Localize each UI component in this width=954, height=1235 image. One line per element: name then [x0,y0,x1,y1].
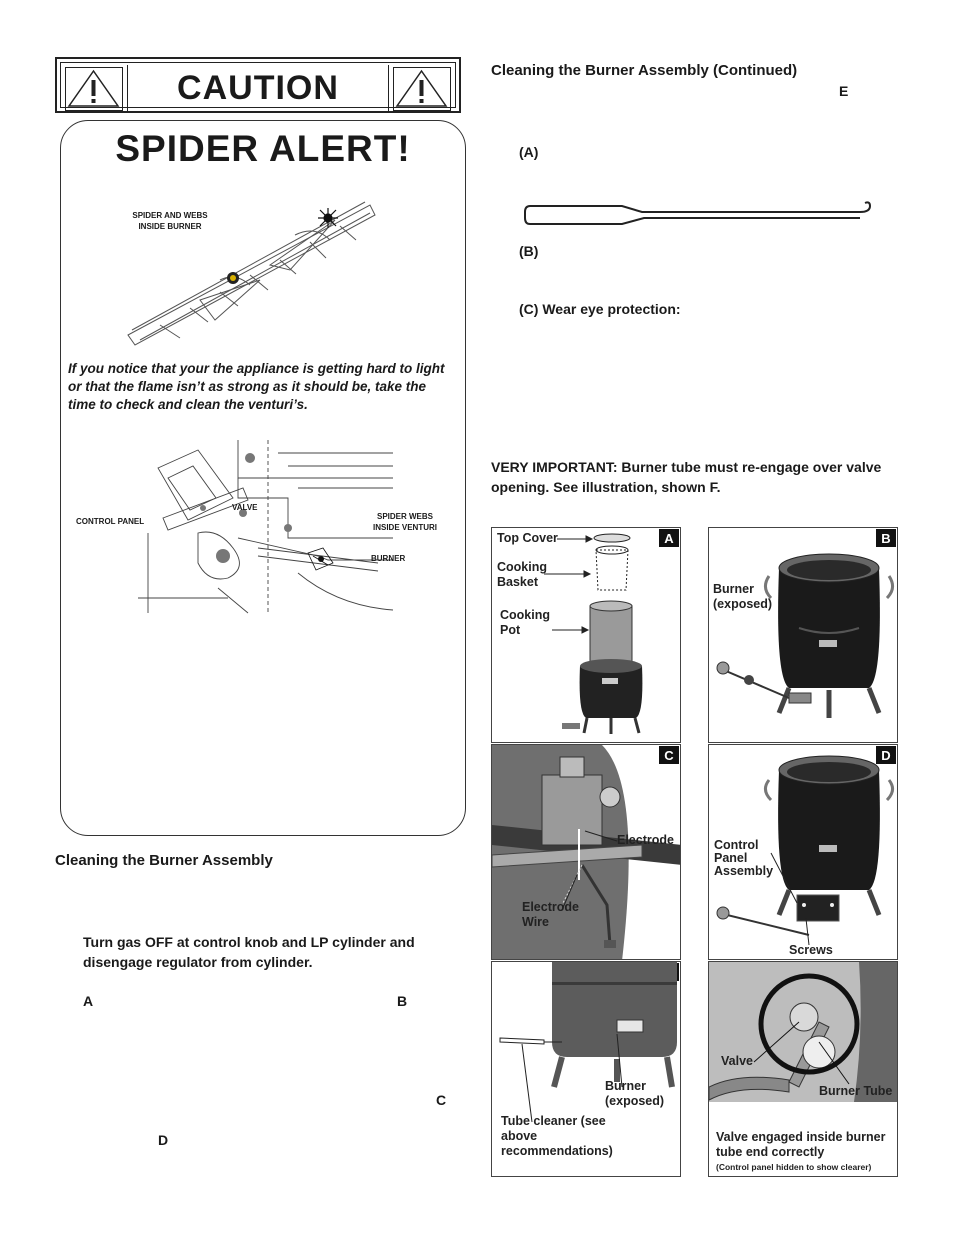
very-important-note [491,457,901,497]
burner-tube-label: Burner Tube [819,1084,893,1098]
electrode-label: Electrode [617,833,674,847]
valve-label: VALVE [232,503,258,512]
control-panel-label: CONTROL PANEL [76,517,145,526]
marker-a: A [83,993,94,1009]
spider-webs-label: SPIDER WEBS INSIDE VENTURI [372,512,437,532]
tube-cleaner-label: Tube cleaner (see above recommendations) [501,1114,613,1158]
burner-spider-label: SPIDER AND WEBS INSIDE BURNER [132,211,208,231]
figure-c [491,744,681,960]
continued-heading: Cleaning the Burner Assembly (Continued) [491,62,798,79]
marker-c: C [436,1092,447,1108]
burner-spider-illustration [120,180,380,350]
venturi-diagram [138,438,398,618]
cooking-basket-label: Cooking Basket [497,560,547,589]
marker-b: B [397,993,408,1009]
control-panel-assembly-label: Control Panel Assembly [714,838,774,878]
warning-triangle-icon [65,67,123,111]
valve-caption: Valve engaged inside burner tube end correctly [716,1130,886,1159]
warning-triangle-icon [393,67,451,111]
figure-b-letter: B [876,529,896,547]
figure-d [708,744,898,960]
caution-banner [55,57,461,113]
figure-a-letter: A [659,529,679,547]
electrode-wire-label: Electrode Wire [522,900,579,929]
burner-exposed-label: Burner (exposed) [713,582,773,611]
figure-e [491,961,681,1177]
gas-off-instruction: Turn gas OFF at control knob and LP cylinder and disengage regulator from cylinder. [83,934,415,970]
item-b-label: (B) [519,243,539,259]
cooking-pot-label: Cooking Pot [500,608,550,637]
figure-a [491,527,681,743]
figure-f [708,961,898,1177]
item-a-label: (A) [519,144,539,160]
spider-alert-title: SPIDER ALERT! [115,128,411,169]
figure-b [708,527,898,743]
figure-c-letter: C [659,746,679,764]
valve-label: Valve [721,1054,753,1068]
item-c-label: (C) Wear eye protection: [519,301,681,317]
marker-e: E [839,83,849,99]
top-cover-label: Top Cover [497,531,558,545]
burner-exposed-label: Burner (exposed) [605,1079,665,1108]
tube-cleaner-tool-illustration [522,198,882,234]
caution-title: CAUTION [127,65,389,111]
section-heading: Cleaning the Burner Assembly [55,852,273,869]
marker-d: D [158,1132,169,1148]
spider-note: If you notice that your the appliance is getting hard to light or that the flame isn’t as strong as it should be, take the time to check and clean the venturi’s. [68,361,445,412]
valve-subcaption: (Control panel hidden to show clearer) [716,1162,872,1172]
important-text: VERY IMPORTANT: Burner tube must re-engage over valve opening. See illustration, shown F. [491,459,882,495]
screws-label: Screws [789,943,833,957]
figure-d-letter: D [876,746,896,764]
burner-label: BURNER [371,554,406,563]
